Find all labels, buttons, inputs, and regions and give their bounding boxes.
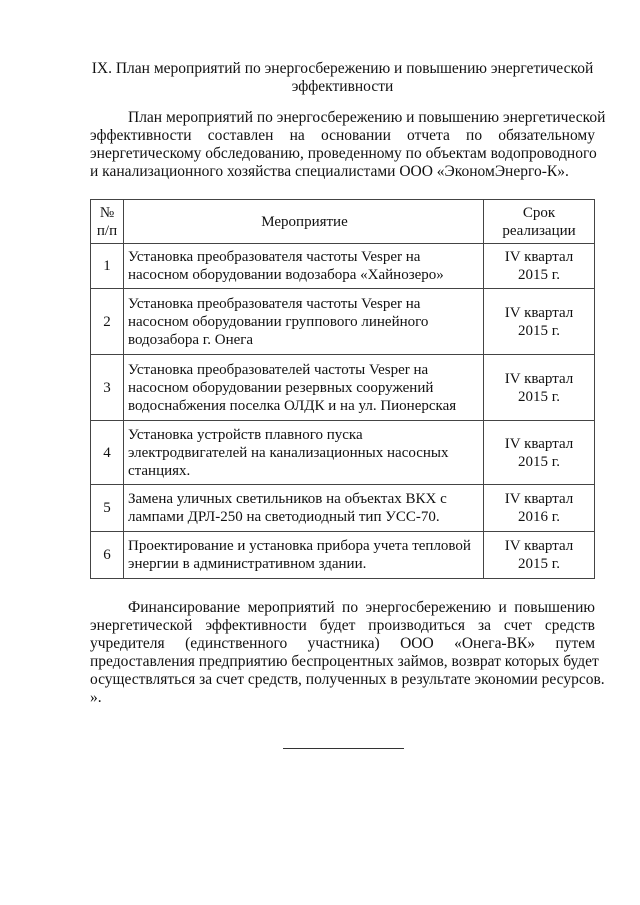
row-activity [124, 421, 484, 485]
header-term-line-1: Срок [522, 204, 556, 221]
row-term-line: 2015 г. [518, 322, 560, 339]
row-activity-line: Установка преобразователей частоты Vesper на [128, 361, 429, 378]
header-number [91, 200, 124, 244]
row-term-line: IV квартал [504, 491, 574, 507]
intro-line: План мероприятий по энергосбережению и повышению энергетической [128, 109, 606, 126]
table-row [91, 485, 595, 532]
row-activity [124, 485, 484, 532]
row-activity-line: Установка преобразователя частоты Vesper на [128, 249, 421, 265]
row-number: 6 [91, 532, 124, 579]
intro-line: энергетическому обследованию, проведенному по объектам водопроводного [90, 145, 597, 162]
table-row [91, 244, 595, 289]
row-term-line: 2015 г. [518, 453, 560, 470]
row-term-line: 2016 г. [518, 509, 560, 525]
table-row [91, 421, 595, 485]
row-term-line: 2015 г. [518, 556, 560, 572]
closing-line: ». [90, 689, 102, 706]
row-term-line: IV квартал [504, 435, 574, 452]
intro-line: и канализационного хозяйства специалистами ООО «ЭкономЭнерго-К». [90, 163, 569, 180]
header-number-line-1: № [99, 204, 115, 221]
row-activity-line: Проектирование и установка прибора учета тепловой [128, 538, 471, 554]
row-term [484, 532, 595, 579]
row-term-line: 2015 г. [518, 267, 560, 283]
intro-line: эффективности составлен на основании отчета по обязательному [90, 127, 595, 144]
closing-line: энергетической эффективности будет производиться за счет средств [90, 617, 595, 634]
closing-line: осуществляться за счет средств, полученных в результате экономии ресурсов. [90, 671, 605, 688]
closing-line: учредителя (единственного участника) ООО «Онега-ВК» путем [90, 635, 595, 652]
row-term-line: IV квартал [504, 304, 574, 321]
row-term-line: IV квартал [504, 370, 574, 387]
row-activity-line: энергии в административном здании. [128, 556, 367, 572]
row-term [484, 355, 595, 421]
row-activity-line: Замена уличных светильников на объектах ВКХ с [128, 491, 447, 507]
row-activity-line: станциях. [128, 462, 191, 479]
section-heading [90, 60, 595, 96]
section-heading-line-2: эффективности [291, 78, 394, 95]
row-number: 3 [91, 355, 124, 421]
row-activity-line: лампами ДРЛ-250 на светодиодный тип УСС-70. [128, 509, 440, 525]
row-activity [124, 532, 484, 579]
row-number: 2 [91, 289, 124, 355]
row-term [484, 244, 595, 289]
row-number: 1 [91, 244, 124, 289]
table-row [91, 355, 595, 421]
section-heading-line-1: IX. План мероприятий по энергосбережению и повышению энергетической [91, 60, 594, 77]
closing-paragraph [90, 599, 605, 707]
closing-line: предоставления предприятию беспроцентных займов, возврат которых будет [90, 653, 599, 670]
row-activity-line: насосном оборудовании водозабора «Хайнозеро» [128, 267, 444, 283]
header-number-line-2: п/п [96, 222, 118, 239]
closing-line: Финансирование мероприятий по энергосбережению и повышению [128, 599, 595, 616]
row-activity-line: насосном оборудовании группового линейного [128, 313, 429, 330]
row-number: 5 [91, 485, 124, 532]
row-activity [124, 289, 484, 355]
table-header-row [91, 200, 595, 244]
row-term [484, 289, 595, 355]
row-activity-line: Установка устройств плавного пуска [128, 426, 363, 443]
row-activity-line: насосном оборудовании резервных сооружений [128, 379, 434, 396]
table-row [91, 532, 595, 579]
row-term-line: IV квартал [504, 249, 574, 265]
row-number: 4 [91, 421, 124, 485]
activities-table [90, 199, 595, 579]
table-row [91, 289, 595, 355]
row-term-line: IV квартал [504, 538, 574, 554]
row-term-line: 2015 г. [518, 388, 560, 405]
intro-paragraph [90, 109, 606, 181]
header-term-line-2: реализации [502, 222, 576, 239]
row-term [484, 421, 595, 485]
header-term [484, 200, 595, 244]
row-term [484, 485, 595, 532]
end-separator-line [283, 748, 404, 749]
row-activity-line: водозабора г. Онега [128, 331, 254, 348]
header-activity: Мероприятие [124, 200, 484, 244]
row-activity-line: водоснабжения поселка ОЛДК и на ул. Пионерская [128, 397, 457, 414]
row-activity-line: Установка преобразователя частоты Vesper на [128, 295, 421, 312]
row-activity [124, 244, 484, 289]
row-activity [124, 355, 484, 421]
row-activity-line: электродвигателей на канализационных насосных [128, 444, 449, 461]
